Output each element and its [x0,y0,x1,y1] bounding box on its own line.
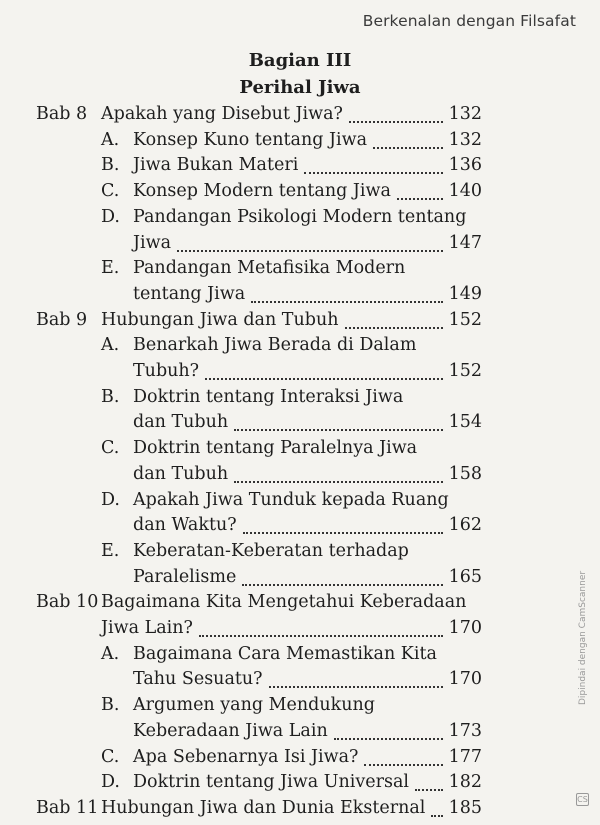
section-letter: D. [101,772,120,793]
chapter-number: Bab 11 [36,797,99,818]
page-number: 149 [448,283,482,304]
dot-leader [304,171,443,174]
section-title: Jiwa Bukan Materi [133,155,299,176]
section-entry [0,487,600,513]
section-entry [0,744,600,770]
dot-leader [373,146,443,149]
dot-leader [349,120,443,123]
page-number: 132 [448,104,482,124]
section-title: Paralelisme [133,566,237,587]
section-letter: B. [101,695,120,716]
section-entry [0,564,600,590]
section-letter: C. [101,438,120,459]
chapter-title: Hubungan Jiwa dan Dunia Eksternal [101,797,426,818]
chapter-number: Bab 9 [36,309,88,330]
chapter-entry [0,307,600,333]
dot-leader [251,300,443,303]
section-title: dan Waktu? [133,515,237,536]
chapter-entry [0,589,600,615]
section-title: Benarkah Jiwa Berada di Dalam [133,335,417,356]
section-entry [0,538,600,564]
section-title: Pandangan Metafisika Modern [133,258,406,279]
chapter-title: Apakah yang Disebut Jiwa? [101,104,343,124]
section-entry [0,178,600,204]
section-title: Tubuh? [133,361,200,381]
section-title: Doktrin tentang Paralelnya Jiwa [133,438,418,459]
section-entry [0,641,600,667]
section-entry [0,384,600,410]
section-title: Keberatan-Keberatan terhadap [133,540,409,561]
dot-leader [345,326,443,329]
section-letter: D. [101,489,120,510]
section-title: Apakah Jiwa Tunduk kepada Ruang [133,489,449,510]
page-number: 140 [448,181,482,202]
page-number: 170 [448,669,482,690]
page-number: 173 [448,720,482,741]
section-title: Tahu Sesuatu? [133,669,263,690]
section-letter: D. [101,206,120,227]
section-letter: A. [101,335,120,356]
section-entry [0,332,600,358]
dot-leader [234,428,443,431]
section-title: dan Tubuh [133,463,229,484]
chapter-number: Bab 8 [36,104,88,124]
section-entry [0,127,600,153]
section-entry [0,358,600,384]
page-number: 165 [448,566,482,587]
dot-leader [199,634,443,637]
dot-leader [177,249,443,252]
section-letter: E. [101,258,120,279]
dot-leader [242,583,443,586]
section-entry [0,666,600,692]
section-letter: A. [101,129,120,150]
section-title: tentang Jiwa [133,283,246,304]
page-number: 152 [448,309,482,330]
page-number: 162 [448,515,482,536]
section-title: Doktrin tentang Interaksi Jiwa [133,386,404,407]
dot-leader [243,531,443,534]
chapter-entry [0,795,600,821]
chapter-number: Bab 10 [36,592,99,613]
dot-leader [431,814,443,817]
section-entry [0,718,600,744]
page-number: 152 [448,361,482,381]
page-number: 154 [448,412,482,433]
section-entry [0,255,600,281]
section-entry [0,409,600,435]
page-number: 182 [448,772,482,793]
section-title: dan Tubuh [133,412,229,433]
page-number: 136 [448,155,482,176]
section-entry [0,461,600,487]
page-number: 185 [448,797,482,818]
section-title: Konsep Kuno tentang Jiwa [133,129,368,150]
section-letter: A. [101,643,120,664]
section-title: Argumen yang Mendukung [133,695,375,716]
section-entry [0,769,600,795]
dot-leader [205,377,443,380]
section-title: Konsep Modern tentang Jiwa [133,181,391,202]
chapter-entry [0,615,600,641]
dot-leader [234,480,443,483]
section-letter: C. [101,181,120,202]
page-number: 177 [448,746,482,767]
scanner-watermark: Dipindai dengan CamScanner [578,570,588,705]
page-number: 147 [448,232,482,253]
page-number: 158 [448,463,482,484]
running-head: Berkenalan dengan Filsafat [362,12,576,30]
dot-leader [269,685,443,688]
page-number: 132 [448,129,482,150]
section-letter: E. [101,540,120,561]
section-entry [0,281,600,307]
part-title: Perihal Jiwa [239,77,361,98]
section-letter: C. [101,746,120,767]
chapter-title: Bagaimana Kita Mengetahui Keberadaan [101,592,467,613]
section-entry [0,204,600,230]
camscanner-logo-icon: CS [577,795,588,804]
section-title: Jiwa [133,232,172,253]
dot-leader [397,197,443,200]
section-entry [0,230,600,256]
dot-leader [415,788,443,791]
section-title: Pandangan Psikologi Modern tentang [133,206,467,227]
chapter-title: Jiwa Lain? [101,618,193,638]
section-title: Doktrin tentang Jiwa Universal [133,772,409,793]
page-number: 170 [448,618,482,638]
section-title: Apa Sebenarnya Isi Jiwa? [133,746,359,767]
section-entry [0,152,600,178]
chapter-entry [0,101,600,127]
part-label: Bagian III [248,50,352,71]
section-entry [0,512,600,538]
dot-leader [364,763,443,766]
section-letter: B. [101,386,120,407]
section-entry [0,435,600,461]
section-title: Bagaimana Cara Memastikan Kita [133,643,437,664]
section-letter: B. [101,155,120,176]
chapter-title: Hubungan Jiwa dan Tubuh [101,309,339,330]
section-title: Keberadaan Jiwa Lain [133,720,328,741]
dot-leader [334,737,443,740]
section-entry [0,692,600,718]
